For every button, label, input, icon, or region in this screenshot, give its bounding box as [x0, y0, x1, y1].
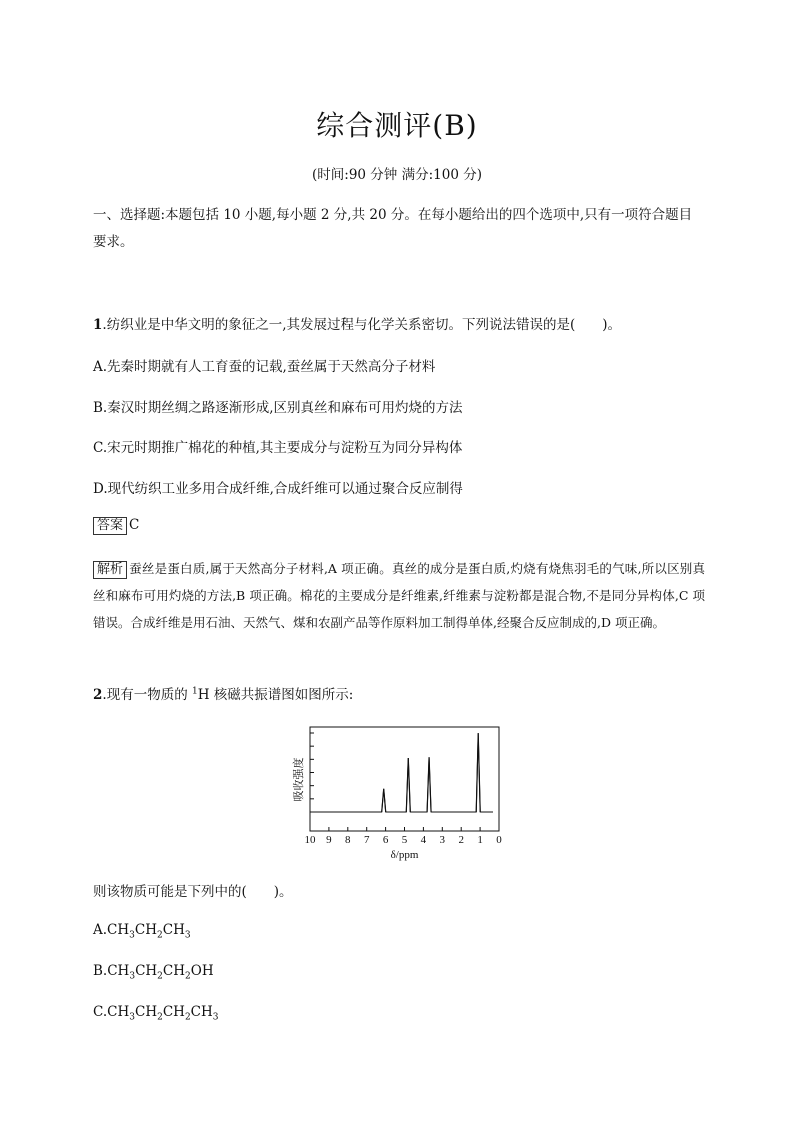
nmr-spectrum-chart — [0, 718, 794, 863]
question-2-option-a — [93, 922, 705, 941]
question-1-answer — [93, 517, 705, 535]
x-axis-label: δ/ppm — [390, 849, 419, 861]
question-2-option-c — [93, 1004, 705, 1023]
question-1-option-b: B.秦汉时期丝绸之路逐渐形成,区别真丝和麻布可用灼烧的方法 — [93, 400, 463, 416]
x-tick-label: 6 — [382, 834, 389, 846]
question-1-option-a: A.先秦时期就有人工育蚕的记载,蚕丝属于天然高分子材料 — [93, 359, 436, 375]
question-1-option-c: C.宋元时期推广棉花的种植,其主要成分与淀粉互为同分异构体 — [93, 440, 463, 456]
x-tick-label: 0 — [496, 834, 502, 846]
formula-group: CH — [107, 1004, 130, 1020]
formula-group: CH — [135, 963, 158, 979]
question-2-number: 2 — [93, 687, 103, 703]
option-label: B. — [93, 963, 108, 979]
nmr-peak — [406, 758, 410, 812]
x-tick-label: 4 — [420, 834, 427, 846]
option-label: A. — [93, 922, 108, 938]
formula-group: CH — [134, 1004, 158, 1020]
formula-group: CH — [162, 963, 186, 979]
analysis-tag: 解析 — [93, 561, 127, 579]
formula-subscript: 3 — [184, 930, 191, 941]
formula-group: OH — [190, 963, 214, 979]
formula-subscript: 2 — [157, 971, 163, 982]
question-1-number: 1 — [93, 317, 103, 333]
exam-info: (时间:90 分钟 满分:100 分) — [312, 167, 482, 183]
question-1-analysis — [93, 555, 705, 636]
question-2-stem — [93, 683, 705, 703]
question-2-option-b — [93, 963, 705, 982]
question-1-option-d: D.现代纺织工业多用合成纤维,合成纤维可以通过聚合反应制得 — [93, 481, 463, 497]
page-title: 综合测评(B) — [316, 109, 478, 142]
x-tick-label: 10 — [304, 834, 316, 846]
x-tick-label: 8 — [345, 834, 351, 846]
x-tick-label: 1 — [477, 834, 483, 846]
formula-subscript: 3 — [212, 1012, 219, 1023]
plot-frame — [310, 727, 499, 831]
x-tick-label: 5 — [401, 834, 408, 846]
formula-group: CH — [162, 1004, 185, 1020]
question-1-stem — [93, 313, 705, 333]
analysis-text: 蚕丝是蛋白质,属于天然高分子材料,A 项正确。真丝的成分是蛋白质,灼烧有烧焦羽毛的气味,所以区别真丝和麻布可用灼烧的方法,B 项正确。棉花的主要成分是纤维素,纤维素与淀粉都是混合物,不是同分异构体,C 项错误。合成纤维是用石油、天然气、煤和农副产品等作原料加工制得单体,经聚合反应制成的,D 项正确。 — [93, 561, 705, 630]
section-heading — [93, 202, 705, 256]
x-tick-label: 9 — [326, 834, 332, 846]
option-label: C. — [93, 1004, 108, 1020]
nmr-peak — [427, 757, 431, 812]
spectrum-baseline — [310, 733, 493, 812]
formula-group: CH — [107, 963, 130, 979]
formula-subscript: 3 — [129, 1012, 135, 1023]
y-axis-label: 吸收强度 — [293, 757, 305, 802]
formula-group: CH — [134, 922, 157, 938]
formula-subscript: 3 — [129, 971, 136, 982]
nmr-peak — [476, 733, 480, 812]
x-tick-label: 3 — [439, 834, 446, 846]
question-2-text-after: H 核磁共振谱图如图所示: — [197, 687, 354, 703]
formula-subscript: 2 — [157, 930, 163, 941]
nmr-peak — [382, 789, 386, 812]
question-2-followup: 则该物质可能是下列中的( )。 — [93, 884, 293, 900]
isotope-superscript: 1 — [192, 686, 198, 697]
formula-subscript: 2 — [157, 1012, 163, 1023]
formula-group: CH — [162, 922, 185, 938]
formula-subscript: 3 — [129, 930, 135, 941]
answer-value: C — [129, 517, 140, 533]
x-tick-label: 7 — [363, 834, 370, 846]
question-2-text-before: .现有一物质的 — [102, 687, 192, 703]
x-tick-label: 2 — [458, 834, 464, 846]
section-text: 一、选择题:本题包括 10 小题,每小题 2 分,共 20 分。在每小题给出的四个选项中,只有一项符合题目要求。 — [93, 207, 693, 250]
formula-subscript: 2 — [185, 971, 191, 982]
answer-tag: 答案 — [93, 517, 127, 535]
formula-subscript: 2 — [184, 1012, 191, 1023]
formula-group: CH — [190, 1004, 213, 1020]
question-1-text: .纺织业是中华文明的象征之一,其发展过程与化学关系密切。下列说法错误的是( )。 — [102, 317, 622, 333]
formula-group: CH — [107, 922, 130, 938]
